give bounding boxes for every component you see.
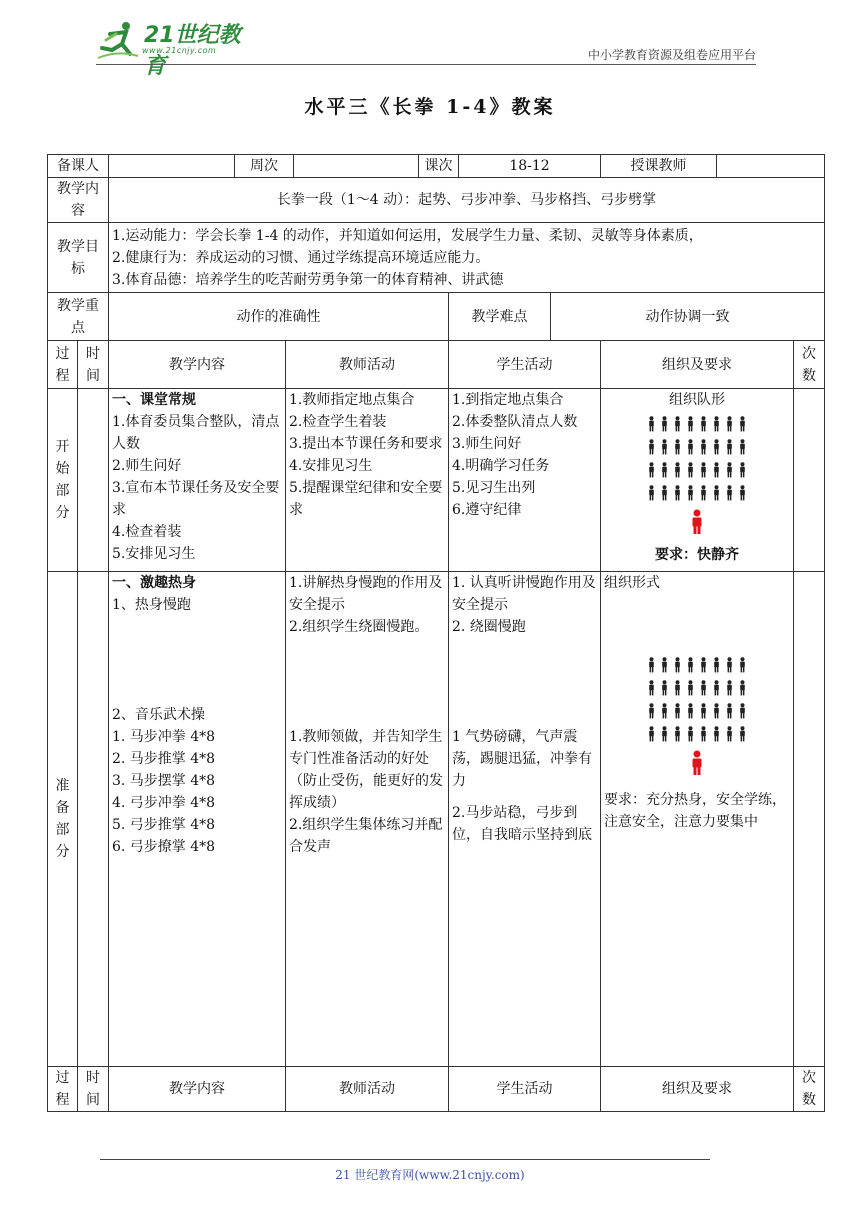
teacher-marker-icon — [690, 509, 704, 535]
student-icon — [736, 680, 749, 696]
formation-row — [604, 700, 790, 723]
student-icon — [697, 680, 710, 696]
student-icon — [723, 485, 736, 501]
prep-teacher-item: 1.教师领做，并告知学生专门性准备活动的好处（防止受伤，能更好的发挥成绩） — [289, 729, 443, 811]
student-icon — [684, 657, 697, 673]
student-icon — [710, 703, 723, 719]
key-label: 教学重点 — [48, 293, 109, 341]
student-icon — [697, 462, 710, 478]
student-icon — [697, 485, 710, 501]
student-icon — [723, 439, 736, 455]
formation-row — [604, 677, 790, 700]
prep-row — [48, 572, 825, 1067]
content-text: 长拳一段（1～4 动）：起势、弓步冲拳、马步格挡、弓步劈掌 — [109, 178, 825, 223]
logo-text: 21世纪教育 — [144, 23, 241, 79]
student-icon — [697, 726, 710, 742]
student-icon — [671, 703, 684, 719]
goals-row — [48, 223, 825, 293]
opening-teacher-item: 3.提出本节课任务和要求 — [289, 436, 443, 452]
opening-student-item: 2.体委整队清点人数 — [452, 414, 578, 430]
student-icon — [658, 416, 671, 432]
prep-student-item: 1 气势磅礴，气声震荡，踢腿迅猛，冲拳有力 — [452, 729, 592, 789]
keypoints-row — [48, 293, 825, 341]
column-header-row — [48, 341, 825, 389]
goal-item: 3.体育品德：培养学生的吃苦耐劳勇争第一的体育精神、讲武德 — [112, 271, 504, 288]
formation-row — [604, 654, 790, 677]
student-icon — [684, 416, 697, 432]
student-icon — [710, 485, 723, 501]
column-header-row — [48, 1067, 825, 1112]
formation-diagram — [604, 654, 790, 746]
col-student-activity: 学生活动 — [449, 341, 601, 389]
opening-row — [48, 389, 825, 572]
student-icon — [736, 485, 749, 501]
student-icon — [684, 726, 697, 742]
site-logo — [96, 14, 256, 79]
student-icon — [671, 439, 684, 455]
formation-row — [604, 723, 790, 746]
student-icon — [671, 416, 684, 432]
student-icon — [645, 657, 658, 673]
content-label: 教学内容 — [48, 178, 109, 223]
student-icon — [736, 416, 749, 432]
goals-list — [109, 223, 825, 293]
opening-content — [109, 389, 286, 572]
col-teaching-content: 教学内容 — [109, 1067, 286, 1112]
teacher-prep-value — [109, 155, 235, 178]
lesson-label: 课次 — [419, 155, 459, 178]
prep-teacher-item: 2.组织学生绕圈慢跑。 — [289, 619, 429, 635]
student-icon — [671, 462, 684, 478]
formation-diagram — [604, 413, 790, 505]
opening-content-item: 5.安排见习生 — [112, 546, 196, 562]
prep-student-item: 2.马步站稳，弓步到位，自我暗示坚持到底 — [452, 805, 592, 843]
teacher-prep-label: 备课人 — [48, 155, 109, 178]
student-icon — [684, 680, 697, 696]
student-icon — [671, 485, 684, 501]
student-icon — [645, 680, 658, 696]
student-icon — [710, 726, 723, 742]
difficulty-value: 动作协调一致 — [551, 293, 825, 341]
teacher-marker-icon — [690, 750, 704, 776]
student-icon — [658, 462, 671, 478]
goals-label: 教学目标 — [48, 223, 109, 293]
student-icon — [697, 703, 710, 719]
content-row — [48, 178, 825, 223]
student-icon — [736, 439, 749, 455]
prep-content — [109, 572, 286, 1067]
opening-student-item: 4.明确学习任务 — [452, 458, 550, 474]
formation-row — [604, 436, 790, 459]
col-process: 过程 — [48, 341, 78, 389]
opening-stage: 开始部分 — [48, 389, 78, 572]
prep-content-title: 一、激趣热身 — [112, 575, 196, 591]
opening-content-item: 2.师生问好 — [112, 458, 182, 474]
student-icon — [710, 416, 723, 432]
footer-divider — [100, 1159, 710, 1160]
student-icon — [645, 703, 658, 719]
prep-student-item: 1. 认真听讲慢跑作用及安全提示 — [452, 575, 596, 613]
info-row — [48, 155, 825, 178]
student-icon — [658, 703, 671, 719]
col-times: 次数 — [794, 341, 825, 389]
goal-item: 1.运动能力：学会长拳 1-4 的动作，并知道如何运用，发展学生力量、柔韧、灵敏等身体素质， — [112, 227, 703, 244]
opening-teacher-item: 2.检查学生着装 — [289, 414, 387, 430]
prep-content-item: 2. 马步推掌 4*8 — [112, 751, 216, 767]
opening-student-item: 1.到指定地点集合 — [452, 392, 564, 408]
student-icon — [645, 485, 658, 501]
student-icon — [723, 680, 736, 696]
opening-content-item: 1.体育委员集合整队，清点人数 — [112, 414, 280, 452]
student-icon — [684, 439, 697, 455]
col-times: 次数 — [794, 1067, 825, 1112]
prep-org-requirement: 要求：充分热身，安全学练，注意安全，注意力要集中 — [604, 792, 787, 830]
opening-organization — [601, 389, 794, 572]
prep-content-item: 6. 弓步撩掌 4*8 — [112, 839, 216, 855]
student-icon — [697, 439, 710, 455]
opening-teacher-item: 4.安排见习生 — [289, 458, 373, 474]
student-icon — [658, 657, 671, 673]
col-student-activity: 学生活动 — [449, 1067, 601, 1112]
student-icon — [671, 726, 684, 742]
difficulty-label: 教学难点 — [449, 293, 551, 341]
student-icon — [710, 462, 723, 478]
student-icon — [658, 680, 671, 696]
lesson-value: 18-12 — [459, 155, 601, 178]
student-icon — [736, 703, 749, 719]
opening-teacher — [286, 389, 449, 572]
prep-content-sub: 1、热身慢跑 — [112, 597, 191, 613]
student-icon — [684, 703, 697, 719]
opening-student-item: 6.遵守纪律 — [452, 502, 522, 518]
prep-time — [78, 572, 109, 1067]
student-icon — [697, 416, 710, 432]
col-organization: 组织及要求 — [601, 341, 794, 389]
prep-student — [449, 572, 601, 1067]
prep-content-item: 4. 弓步冲拳 4*8 — [112, 795, 216, 811]
col-time: 时间 — [78, 341, 109, 389]
opening-student-item: 5.见习生出列 — [452, 480, 536, 496]
key-value: 动作的准确性 — [109, 293, 449, 341]
col-organization: 组织及要求 — [601, 1067, 794, 1112]
opening-times — [794, 389, 825, 572]
student-icon — [723, 726, 736, 742]
prep-organization — [601, 572, 794, 1067]
footer-text: 21 世纪教育网(www.21cnjy.com) — [335, 1168, 525, 1182]
prep-content-sub: 2、音乐武术操 — [112, 707, 205, 723]
col-teacher-activity: 教师活动 — [286, 341, 449, 389]
student-icon — [658, 439, 671, 455]
prep-teacher-item: 2.组织学生集体练习并配合发声 — [289, 817, 443, 855]
opening-content-item: 4.检查着装 — [112, 524, 182, 540]
student-icon — [723, 657, 736, 673]
opening-teacher-item: 1.教师指定地点集合 — [289, 392, 415, 408]
instructor-value — [717, 155, 825, 178]
student-icon — [710, 680, 723, 696]
student-icon — [658, 485, 671, 501]
prep-stage: 准备部分 — [48, 572, 78, 1067]
student-icon — [671, 680, 684, 696]
prep-org-title: 组织形式 — [604, 575, 661, 591]
student-icon — [658, 726, 671, 742]
student-icon — [645, 439, 658, 455]
student-icon — [684, 462, 697, 478]
opening-org-title: 组织队形 — [669, 392, 726, 408]
goal-item: 2.健康行为：养成运动的习惯、通过学练提高环境适应能力。 — [112, 249, 490, 266]
opening-content-title: 一、课堂常规 — [112, 392, 196, 408]
formation-row — [604, 413, 790, 436]
prep-content-item: 5. 弓步推掌 4*8 — [112, 817, 216, 833]
opening-content-item: 3.宣布本节课任务及安全要求 — [112, 480, 280, 518]
student-icon — [684, 485, 697, 501]
student-icon — [736, 462, 749, 478]
prep-teacher-item: 1.讲解热身慢跑的作用及安全提示 — [289, 575, 443, 613]
student-icon — [723, 416, 736, 432]
opening-teacher-item: 5.提醒课堂纪律和安全要求 — [289, 480, 443, 518]
lesson-plan-table — [47, 154, 825, 1112]
student-icon — [723, 703, 736, 719]
col-time: 时间 — [78, 1067, 109, 1112]
student-icon — [671, 657, 684, 673]
instructor-label: 授课教师 — [601, 155, 717, 178]
opening-student-item: 3.师生问好 — [452, 436, 522, 452]
prep-times — [794, 572, 825, 1067]
student-icon — [736, 657, 749, 673]
opening-student — [449, 389, 601, 572]
student-icon — [645, 462, 658, 478]
col-process: 过程 — [48, 1067, 78, 1112]
prep-student-item: 2. 绕圈慢跑 — [452, 619, 526, 635]
prep-teacher — [286, 572, 449, 1067]
student-icon — [710, 657, 723, 673]
header-divider — [96, 64, 756, 65]
platform-name: 中小学教育资源及组卷应用平台 — [587, 48, 756, 62]
document-title: 水平三《长拳 1-4》教案 — [304, 96, 556, 118]
student-icon — [736, 726, 749, 742]
student-icon — [723, 462, 736, 478]
student-icon — [697, 657, 710, 673]
formation-row — [604, 482, 790, 505]
col-teaching-content: 教学内容 — [109, 341, 286, 389]
prep-content-item: 3. 马步摆掌 4*8 — [112, 773, 216, 789]
student-icon — [645, 726, 658, 742]
col-teacher-activity: 教师活动 — [286, 1067, 449, 1112]
runner-logo-icon — [96, 20, 140, 60]
week-label: 周次 — [235, 155, 294, 178]
opening-org-requirement: 要求：快静齐 — [655, 547, 740, 563]
prep-content-item: 1. 马步冲拳 4*8 — [112, 729, 216, 745]
logo-url: www.21cnjy.com — [142, 46, 217, 55]
week-value — [294, 155, 419, 178]
student-icon — [645, 416, 658, 432]
page-header — [0, 0, 860, 79]
student-icon — [710, 439, 723, 455]
opening-time — [78, 389, 109, 572]
formation-row — [604, 459, 790, 482]
